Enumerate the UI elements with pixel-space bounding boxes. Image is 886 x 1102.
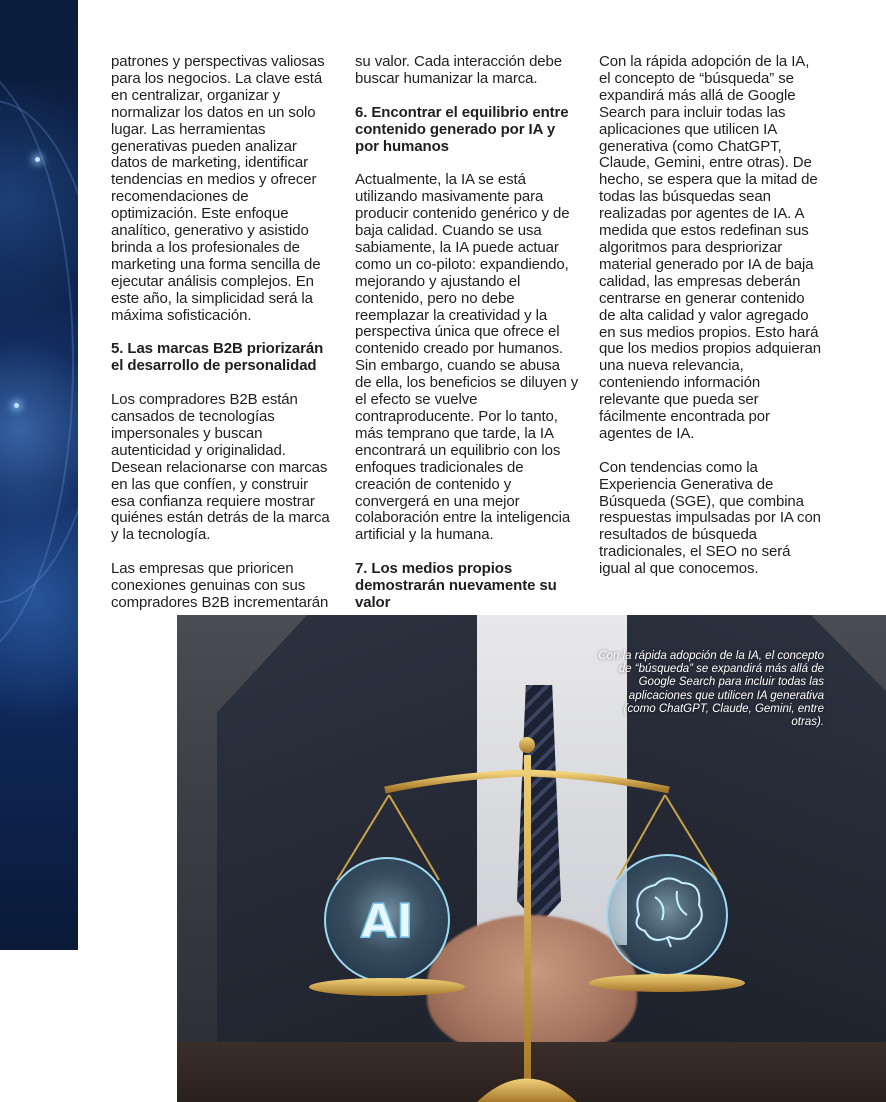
paragraph: Con la rápida adopción de la IA, el concepto de “búsqueda” se expandirá más allá de Google Search para incluir todas las aplicaciones que utilicen IA generativa (como ChatGPT, Claude, Gemini, entre otras). De hecho, se espera que la mitad de todas las búsquedas sean realizadas por agentes de IA. A medida que estos redefinan sus algoritmos para despriorizar material generado por IA de baja calidad, las empresas deberán centrarse en generar contenido de alta calidad y valor agregado en sus medios propios. Esto hará que los medios propios adquieran una nueva relevancia, conteniendo información relevante que pueda ser fácilmente encontrada por agentes de IA. bbox=[599, 53, 821, 442]
paragraph: Actualmente, la IA se está utilizando masivamente para producir contenido genérico y de baja calidad. Cuando se usa sabiamente, la IA puede actuar como un co-piloto: expandiendo, mejorando y ajustando el contenido, pero no debe reemplazar la creatividad y la perspectiva única que ofrece el contenido creado por humanos. Sin embargo, cuando se abusa de ella, los beneficios se diluyen y el efecto se vuelve contraproducente. Por lo tanto, más temprano que tarde, la IA encontrará un equilibrio con los enfoques tradicionales de creación de contenido y convergerá en una mejor colaboración entre la inteligencia artificial y la humana. bbox=[355, 171, 579, 544]
text-column-3 bbox=[599, 54, 823, 595]
photo-caption: Con la rápida adopción de la IA, el concepto de “búsqueda” se expandirá más allá de Google Search para incluir todas las aplicaciones que utilicen IA generativa (como ChatGPT, Claude, Gemini, entre otras). bbox=[598, 650, 824, 729]
paragraph: Con tendencias como la Experiencia Generativa de Búsqueda (SGE), que combina respuestas impulsadas por IA con resultados de búsqueda tradicionales, el SEO no será igual al que conocemos. bbox=[599, 458, 821, 578]
text-column-1 bbox=[111, 54, 335, 629]
section-heading-5: 5. Las marcas B2B priorizarán el desarrollo de personalidad bbox=[111, 340, 324, 375]
brain-globe bbox=[607, 855, 727, 975]
section-heading-6: 6. Encontrar el equilibrio entre contenido generado por IA y por humanos bbox=[355, 103, 569, 155]
paragraph: su valor. Cada interacción debe buscar humanizar la marca. bbox=[355, 53, 563, 87]
section-heading-7: 7. Los medios propios demostrarán nuevamente su valor bbox=[355, 560, 557, 611]
paragraph: Los compradores B2B están cansados de tecnologías impersonales y buscan autenticidad y originalidad. Desean relacionarse con marcas en las que confíen, y construir esa confianza requiere mostrar quiénes están detrás de la marca y la tecnología. bbox=[111, 391, 330, 544]
decorative-side-image bbox=[0, 0, 78, 950]
paragraph: Las empresas que prioricen conexiones genuinas con sus compradores B2B incrementarán bbox=[111, 560, 329, 611]
text-column-2 bbox=[355, 54, 579, 629]
paragraph: patrones y perspectivas valiosas para los negocios. La clave está en centralizar, organizar y normalizar los datos en un solo lugar. Las herramientas generativas pueden analizar datos de marketing, identificar tendencias en medios y ofrecer recomendaciones de optimización. Este enfoque analítico, generativo y asistido brinda a los profesionales de marketing una forma sencilla de ejecutar análisis complejos. En este año, la simplicidad será la máxima sofisticación. bbox=[111, 53, 325, 324]
ai-balance-scale-photo bbox=[177, 615, 886, 1102]
ai-letters: AI bbox=[360, 894, 414, 948]
